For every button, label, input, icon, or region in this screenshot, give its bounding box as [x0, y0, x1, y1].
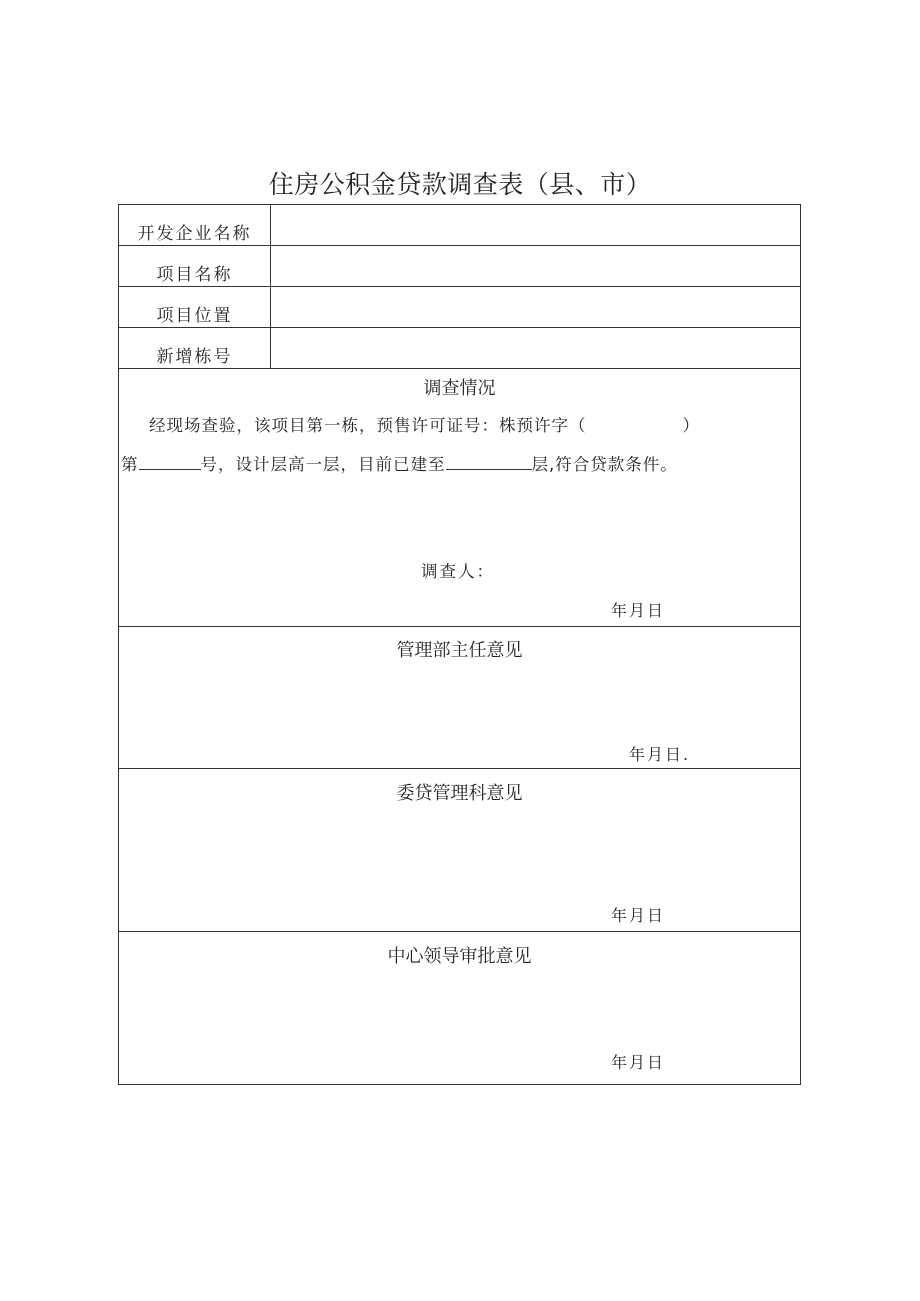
leadership-heading: 中心领导审批意见 [387, 946, 532, 967]
leadership-date: 年月日 [611, 1053, 666, 1072]
project-location-field[interactable] [271, 287, 800, 327]
field-row-project-name [119, 246, 800, 287]
field-row-project-location [119, 287, 800, 328]
loan-dept-date: 年月日 [611, 906, 666, 925]
project-location-label: 项目位置 [119, 287, 271, 327]
field-row-building-number [119, 328, 800, 369]
leadership-section [119, 932, 800, 1084]
developer-name-label: 开发企业名称 [119, 205, 271, 245]
page-title: 住房公积金贷款调查表（县、市） [268, 170, 652, 199]
survey-section [119, 369, 800, 627]
survey-line-2-part3: 层,符合贷款条件。 [531, 455, 678, 474]
survey-line-1-close: ） [682, 416, 700, 435]
survey-line-1 [149, 415, 700, 437]
survey-line-2-part2: 号，设计层高一层，目前已建至 [200, 455, 446, 474]
building-number-label: 新增栋号 [119, 328, 271, 368]
loan-dept-heading: 委贷管理科意见 [396, 783, 523, 804]
project-name-label: 项目名称 [119, 246, 271, 286]
project-name-field[interactable] [271, 246, 800, 286]
management-heading: 管理部主任意见 [396, 640, 523, 661]
developer-name-field[interactable] [271, 205, 800, 245]
loan-dept-section [119, 769, 800, 932]
survey-heading: 调查情况 [423, 378, 496, 399]
building-no-blank[interactable] [139, 453, 201, 470]
survey-form [118, 204, 801, 1085]
floors-built-blank[interactable] [446, 453, 532, 470]
field-row-developer [119, 205, 800, 246]
survey-line-1-text: 经现场查验，该项目第一栋，预售许可证号：株预许字（ [149, 416, 587, 435]
survey-line-2-part1: 第 [121, 455, 139, 474]
survey-date: 年月日 [611, 601, 666, 620]
management-section [119, 627, 800, 769]
building-number-field[interactable] [271, 328, 800, 368]
survey-line-2 [121, 453, 678, 476]
management-date: 年月日. [629, 745, 691, 764]
investigator-label: 调查人： [421, 562, 495, 581]
